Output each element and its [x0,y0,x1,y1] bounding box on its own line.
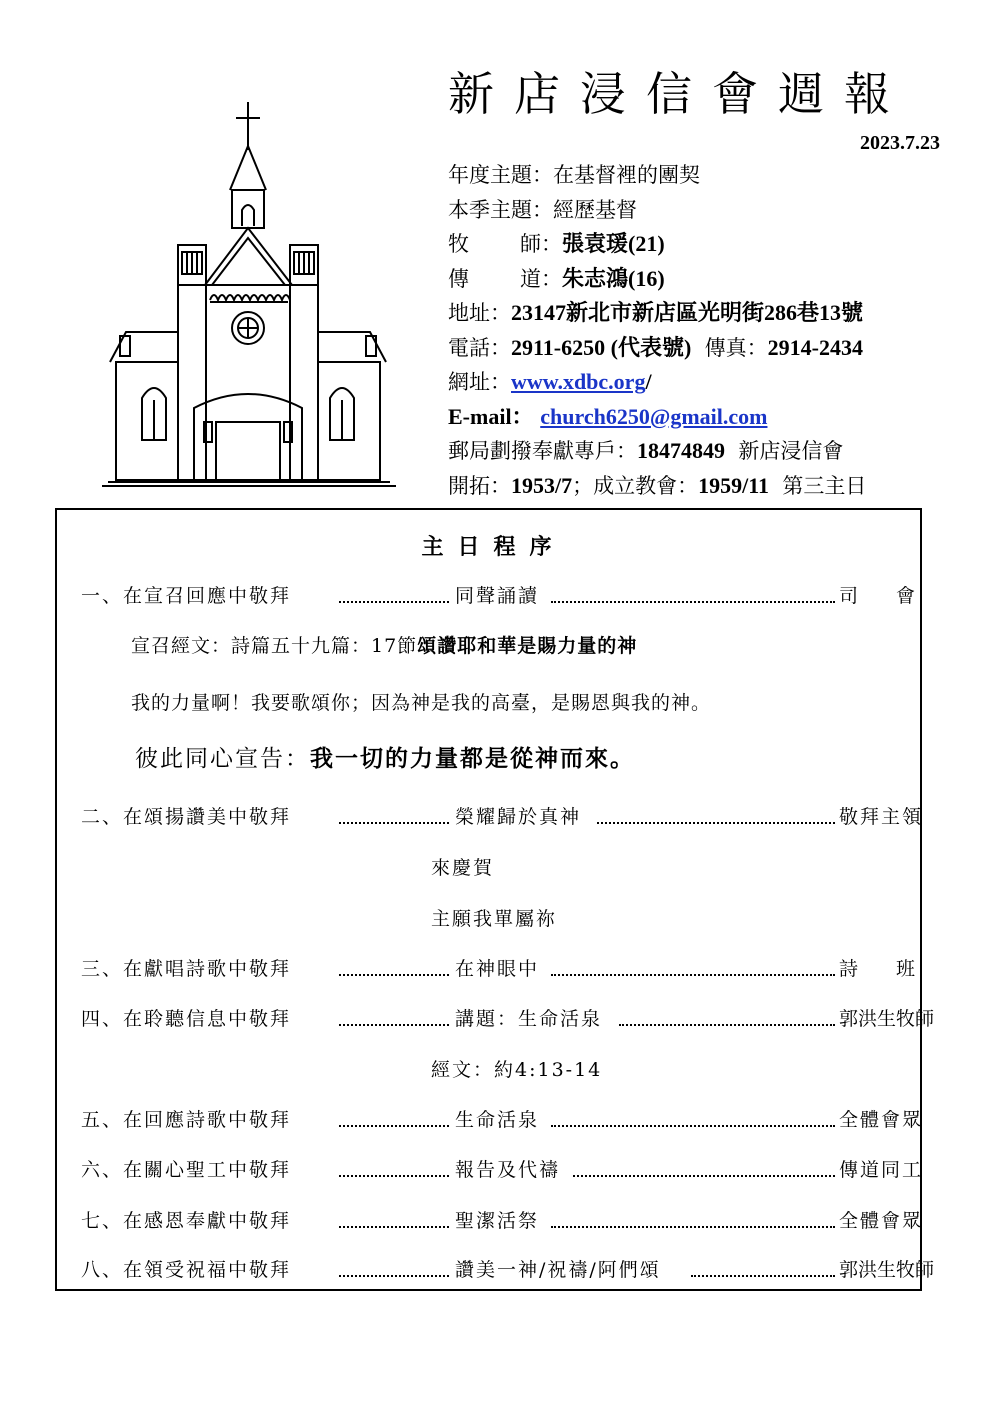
program-item-content: 讚美一神/祝禱/阿們頌 [455,1259,661,1281]
pastor-label-b: 師： [520,232,562,256]
leader-dots [619,1024,835,1026]
program-item [81,1004,935,1034]
sunday-label: 第三主日 [782,473,867,498]
phone-row [448,333,968,368]
program-item-no: 五、在回應詩歌中敬拜 [81,1109,292,1131]
founded-label: 開拓： [448,473,511,498]
leader-dots [339,822,449,824]
established-label: ；成立教會： [572,473,699,498]
leader-dots [339,1275,449,1277]
program-item-content: 榮耀歸於真神 [455,806,582,828]
fax: 2914-2434 [767,334,863,360]
declaration-text: 我一切的力量都是從神而來。 [310,745,635,772]
program-box [55,508,954,1291]
fax-label: 傳真： [704,335,768,360]
program-item [81,1206,924,1236]
program-item-content: 生命活泉 [455,1109,540,1131]
email-row [448,402,968,437]
pastor-row [448,229,968,264]
website-link[interactable]: www.xdbc.org [511,369,646,394]
program-item-leader: 詩班 [839,958,954,980]
leader-dots [691,1275,835,1277]
declaration-label: 彼此同心宣告： [135,746,310,772]
program-item-no: 一、在宣召回應中敬拜 [81,585,292,607]
program-item-leader: 郭洪生牧師 [839,1259,935,1281]
annual-theme-label: 年度主題： [448,163,553,187]
program-item-leader: 傳道同工 [839,1159,924,1181]
phone: 2911-6250 (代表號) [511,334,692,360]
leader-dots [339,1175,449,1177]
call-scripture [131,631,637,661]
leader-dots [339,974,449,976]
leader-dots [339,1024,449,1026]
evangelist-label-a: 傳 [448,266,469,291]
phone-label: 電話： [448,335,511,360]
program-item [81,581,954,611]
address-row [448,298,968,333]
email-link[interactable]: church6250@gmail.com [540,403,768,429]
season-theme: 經歷基督 [553,197,637,222]
program-title: 主日程序 [421,534,566,560]
leader-dots [339,1226,449,1228]
program-item-no: 七、在感恩奉獻中敬拜 [81,1210,292,1232]
leader-dots [551,601,835,603]
program-item-no: 三、在獻唱詩歌中敬拜 [81,958,292,980]
program-item-no: 二、在頌揚讚美中敬拜 [81,806,292,828]
call-scripture-label: 宣召經文：詩篇五十九篇：17節 [131,635,418,657]
leader-dots [339,601,449,603]
program-item-content: 講題：生命活泉 [455,1008,603,1030]
program-item [81,1255,935,1285]
song-3: 主願我單屬祢 [431,908,558,930]
sermon-scripture: 經文：約4:13-14 [431,1059,603,1081]
annual-theme: 在基督裡的團契 [553,163,700,187]
program-item-leader: 司會 [839,585,954,607]
website-row [448,367,968,402]
website-label: 網址： [448,370,511,394]
song-2: 來慶賀 [431,857,495,879]
program-item-leader: 全體會眾 [839,1109,924,1131]
leader-dots [597,822,835,824]
season-theme-label: 本季主題： [448,197,553,222]
postal-label: 郵局劃撥奉獻專戶： [448,439,637,463]
leader-dots [339,1125,449,1127]
declaration [135,744,635,774]
leader-dots [551,1125,835,1127]
program-item-content: 同聲誦讀 [455,585,540,607]
founded-row [448,471,968,506]
program-item-content: 報告及代禱 [455,1159,561,1181]
bulletin-title: 新店浸信會週報 [448,67,910,121]
program-item-content: 聖潔活祭 [455,1210,540,1232]
leader-dots [551,1226,835,1228]
call-scripture-title: 頌讚耶和華是賜力量的神 [417,635,638,657]
season-theme-row [448,195,968,230]
postal-row [448,436,968,471]
pastor-label-a: 牧 [448,232,469,256]
established: 1959/11 [698,472,770,498]
founded: 1953/7 [511,472,573,498]
program-item-leader: 全體會眾 [839,1210,924,1232]
program-item-leader: 敬拜主領 [839,806,924,828]
program-item-leader: 郭洪生牧師 [839,1008,935,1030]
program-item-no: 四、在聆聽信息中敬拜 [81,1008,292,1030]
email-label: E-mail： [448,403,534,429]
website-suffix: / [645,369,652,394]
annual-theme-row [448,160,968,195]
address-label: 地址： [448,301,511,325]
church-illustration [100,100,400,500]
evangelist-name: 朱志鴻(16) [562,265,665,291]
pastor-name: 張袁瑗(21) [562,231,665,256]
program-item [81,954,954,984]
postal-account: 18474849 [637,438,725,463]
program-item [81,1155,924,1185]
call-scripture-text: 我的力量啊！我要歌頌你；因為神是我的高臺，是賜恩與我的神。 [131,692,712,714]
program-item [81,1105,924,1135]
program-item-content: 在神眼中 [455,958,540,980]
program-item-no: 八、在領受祝福中敬拜 [81,1259,292,1281]
postal-name: 新店浸信會 [738,439,844,463]
program-item-no: 六、在關心聖工中敬拜 [81,1159,292,1181]
church-info [448,160,968,505]
evangelist-label-b: 道： [520,266,562,291]
address: 23147新北市新店區光明街286巷13號 [511,300,864,325]
leader-dots [573,1175,835,1177]
program-item [81,802,924,832]
leader-dots [551,974,835,976]
bulletin-date: 2023.7.23 [860,132,940,154]
evangelist-row [448,264,968,299]
